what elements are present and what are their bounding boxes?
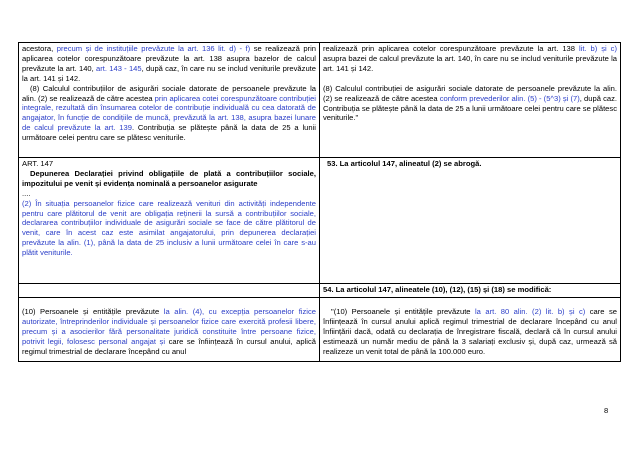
paragraph-10-proposed: "(10) Persoanele și entitățile prevăzute la art. 80 alin. (2) lit. b) și c) care se înființează în cursul anului aplică regimul trimestrial de declarare începând cu anul înființării dacă, odată cu declarația de înregistrare fiscală, declară că în cursul anului estimează un număr mediu de până la 3 salariați exclusiv și, după caz, urmează să realizeze un venit total de până la 100.000 euro. <box>323 307 618 356</box>
article-heading: Depunerea Declarației privind obligațiile de plată a contribuțiilor sociale, impozitului pe venit și evidența nominală a persoanelor asigurate <box>22 168 316 188</box>
proposed-text-cell <box>320 158 621 284</box>
proposed-text-cell <box>320 298 621 362</box>
highlighted-text: conform prevederilor alin. (5) - (5^3) și (7) <box>439 93 580 103</box>
empty-cell <box>19 284 320 298</box>
highlighted-text: lit. b) și c) <box>578 44 617 53</box>
highlighted-text: precum și de instituțiile prevăzute la art. 136 lit. d) - f) <box>56 44 251 53</box>
amendment-53-title: 53. La articolul 147, alineatul (2) se abrogă. <box>327 159 482 168</box>
table-row <box>19 43 621 158</box>
highlighted-text: la art. 80 alin. (2) lit. b) și c) <box>475 307 586 316</box>
table-row <box>19 298 621 362</box>
ellipsis-marker: .... <box>22 188 31 198</box>
highlighted-text: prin aplicarea cotei corespunzătoare contribuției integrale, rezultată din însumarea cotelor de contribuție individuală cu cea datorată de angajator, în funcție de condițiile de muncă, prevăzută la art. 138, asupra bazei lunare de calcul prevăzute la art. 139 <box>22 93 316 133</box>
amendment-54-title: 54. La articolul 147, alineatele (10), (12), (15) și (18) se modifică: <box>323 285 552 294</box>
paragraph-7-current: acestora, precum și de instituțiile prevăzute la art. 136 lit. d) - f) se realizează prin aplicarea cotelor corespunzătoare prevăzute la art. 138 asupra bazelor de calcul prevăzute la art. 140, art. 143 - 145, după caz, în care nu se includ veniturile prevăzute la art. 141 și 142. <box>22 44 317 83</box>
paragraph-8-proposed: (8) Calculul contribuției de asigurări sociale datorate de persoanele prevăzute la alin. (2) se realizează de către acestea conform prevederilor alin. (5) - (5^3) și (7), după caz. Contribuția se plătește până la data de 25 a lunii următoare celei pentru care se plătesc veniturile." <box>323 83 617 123</box>
amendment-table <box>18 42 621 362</box>
page-number: 8 <box>604 406 609 415</box>
proposed-text-cell <box>320 284 621 298</box>
current-text-cell <box>19 158 320 284</box>
paragraph-10-current: (10) Persoanele și entitățile prevăzute la alin. (4), cu excepția persoanelor fizice autorizate, întreprinderilor individuale și persoanelor fizice care exercită profesii libere, precum și a asocierilor fără personalitate juridică constituite între persoane fizice, potrivit legii, folosesc personal angajat și care se înființează în cursul anului, aplică regimul trimestrial de declarare începând cu anul <box>22 307 316 356</box>
current-text-cell <box>19 43 320 158</box>
paragraph-8-current: (8) Calculul contribuțiilor de asigurări sociale datorate de persoanele prevăzute la alin. (2) se realizează de către acestea prin aplicarea cotei corespunzătoare contribuției integrale, rezultată din însumarea cotelor de contribuție individuală cu cea datorată de angajator, în funcție de condițiile de muncă, prevăzută la art. 138, asupra bazei lunare de calcul prevăzute la art. 139. Contribuția se plătește până la data de 25 a lunii următoare celei pentru care se plătesc veniturile. <box>22 83 316 143</box>
paragraph-7-proposed: realizează prin aplicarea cotelor corespunzătoare prevăzute la art. 138 lit. b) și c) asupra bazei de calcul prevăzute la art. 140, în care nu se includ veniturile prevăzute la art. 141 și 142. <box>323 44 617 73</box>
highlighted-text: la alin. (4), cu excepția persoanelor fizice autorizate, întreprinderilor individuale și persoanelor fizice care exercită profesii libere, precum și a asocierilor fără personalitate juridică constituite între persoane fizice, potrivit legii, folosesc personal angajat și <box>22 307 316 346</box>
highlighted-text: art. 143 - 145 <box>96 63 142 73</box>
proposed-text-cell <box>320 43 621 158</box>
table-row <box>19 158 621 284</box>
article-number: ART. 147 <box>22 159 54 168</box>
table-row <box>19 284 621 298</box>
paragraph-2-current: (2) În situația persoanelor fizice care realizează venituri din activități independente pentru care plătitorul de venit are obligația reținerii la sursă a contribuțiilor sociale, declararea contribuțiilor individuale de asigurări sociale se face de către plătitorul de venit, care în acest caz este asimilat angajatorului, prin depunerea declarației prevăzute la alin. (1), până la data de 25 inclusiv a lunii următoare celei în care s-au plătit veniturile. <box>22 198 316 258</box>
current-text-cell <box>19 298 320 362</box>
